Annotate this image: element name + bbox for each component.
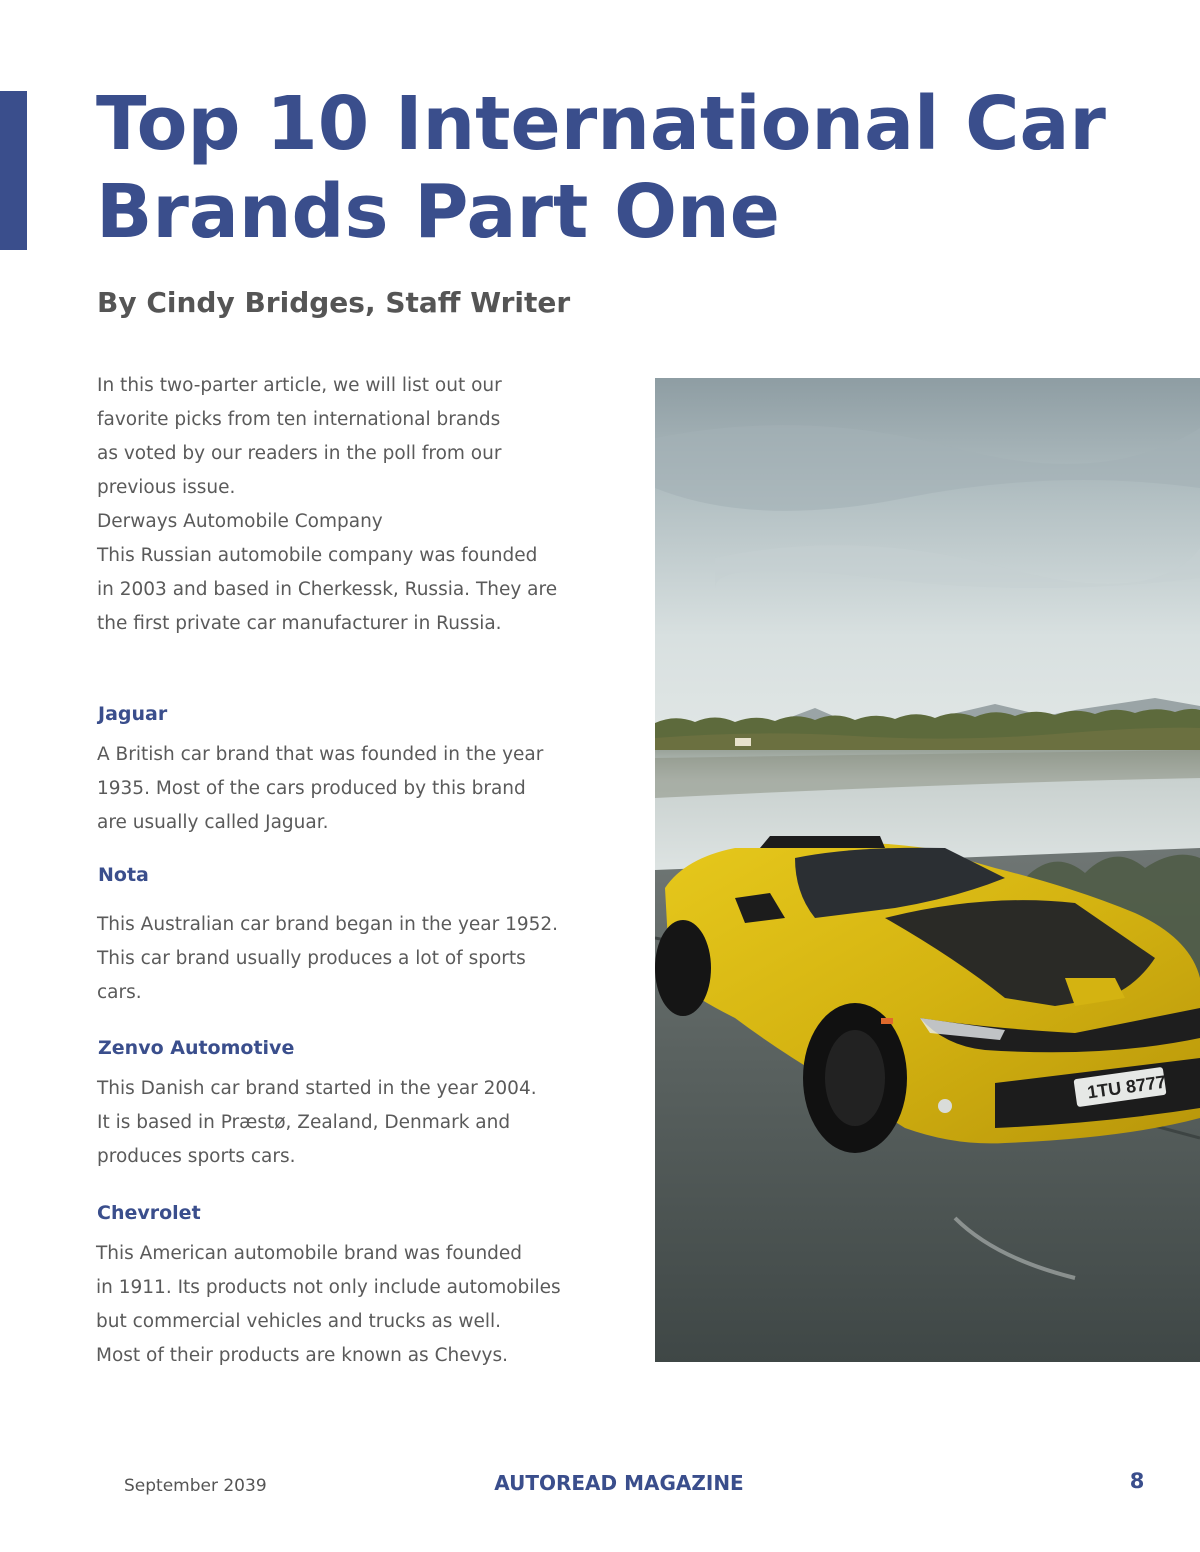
section-body-nota bbox=[97, 908, 627, 1010]
intro-line: previous issue. bbox=[97, 477, 236, 498]
body-line: This car brand usually produces a lot of sports bbox=[97, 948, 526, 969]
body-line: but commercial vehicles and trucks as well. bbox=[96, 1311, 501, 1332]
body-line: This Australian car brand began in the year 1952. bbox=[97, 914, 559, 935]
body-line: A British car brand that was founded in the year bbox=[97, 744, 544, 765]
body-line: cars. bbox=[97, 982, 142, 1003]
article-title bbox=[96, 80, 1176, 256]
accent-bar bbox=[0, 91, 27, 250]
body-line: Most of their products are known as Chevys. bbox=[96, 1345, 509, 1366]
section-body-zenvo bbox=[97, 1072, 627, 1174]
footer-date: September 2039 bbox=[124, 1476, 267, 1496]
body-line: 1935. Most of the cars produced by this brand bbox=[97, 778, 526, 799]
title-line-2: Brands Part One bbox=[96, 169, 780, 255]
intro-paragraph bbox=[97, 369, 627, 641]
intro-line: the first private car manufacturer in Russia. bbox=[97, 613, 502, 634]
section-heading-jaguar: Jaguar bbox=[98, 703, 168, 725]
body-line: produces sports cars. bbox=[97, 1146, 296, 1167]
intro-line: This Russian automobile company was founded bbox=[97, 545, 538, 566]
section-heading-zenvo: Zenvo Automotive bbox=[98, 1037, 295, 1059]
intro-line: favorite picks from ten international brands bbox=[97, 409, 501, 430]
section-heading-nota: Nota bbox=[98, 864, 149, 886]
intro-line: In this two-parter article, we will list out our bbox=[97, 375, 502, 396]
byline: By Cindy Bridges, Staff Writer bbox=[97, 286, 571, 319]
car-photo-illustration bbox=[655, 378, 1200, 1362]
footer-magazine-name: AUTOREAD MAGAZINE bbox=[494, 1471, 744, 1495]
intro-line: in 2003 and based in Cherkessk, Russia. They are bbox=[97, 579, 558, 600]
section-heading-chevrolet: Chevrolet bbox=[97, 1202, 201, 1224]
section-body-jaguar bbox=[97, 738, 627, 840]
body-line: This American automobile brand was founded bbox=[96, 1243, 523, 1264]
car-photo bbox=[655, 378, 1200, 1362]
section-body-chevrolet bbox=[96, 1237, 626, 1373]
intro-line: as voted by our readers in the poll from our bbox=[97, 443, 502, 464]
body-line: This Danish car brand started in the year 2004. bbox=[97, 1078, 537, 1099]
body-line: are usually called Jaguar. bbox=[97, 812, 329, 833]
page-number: 8 bbox=[1129, 1469, 1145, 1493]
intro-line: Derways Automobile Company bbox=[97, 511, 383, 532]
license-plate: 1TU 8777 bbox=[1086, 1071, 1168, 1103]
title-line-1: Top 10 International Car bbox=[96, 81, 1106, 167]
body-line: It is based in Præstø, Zealand, Denmark and bbox=[97, 1112, 511, 1133]
body-line: in 1911. Its products not only include automobiles bbox=[96, 1277, 561, 1298]
